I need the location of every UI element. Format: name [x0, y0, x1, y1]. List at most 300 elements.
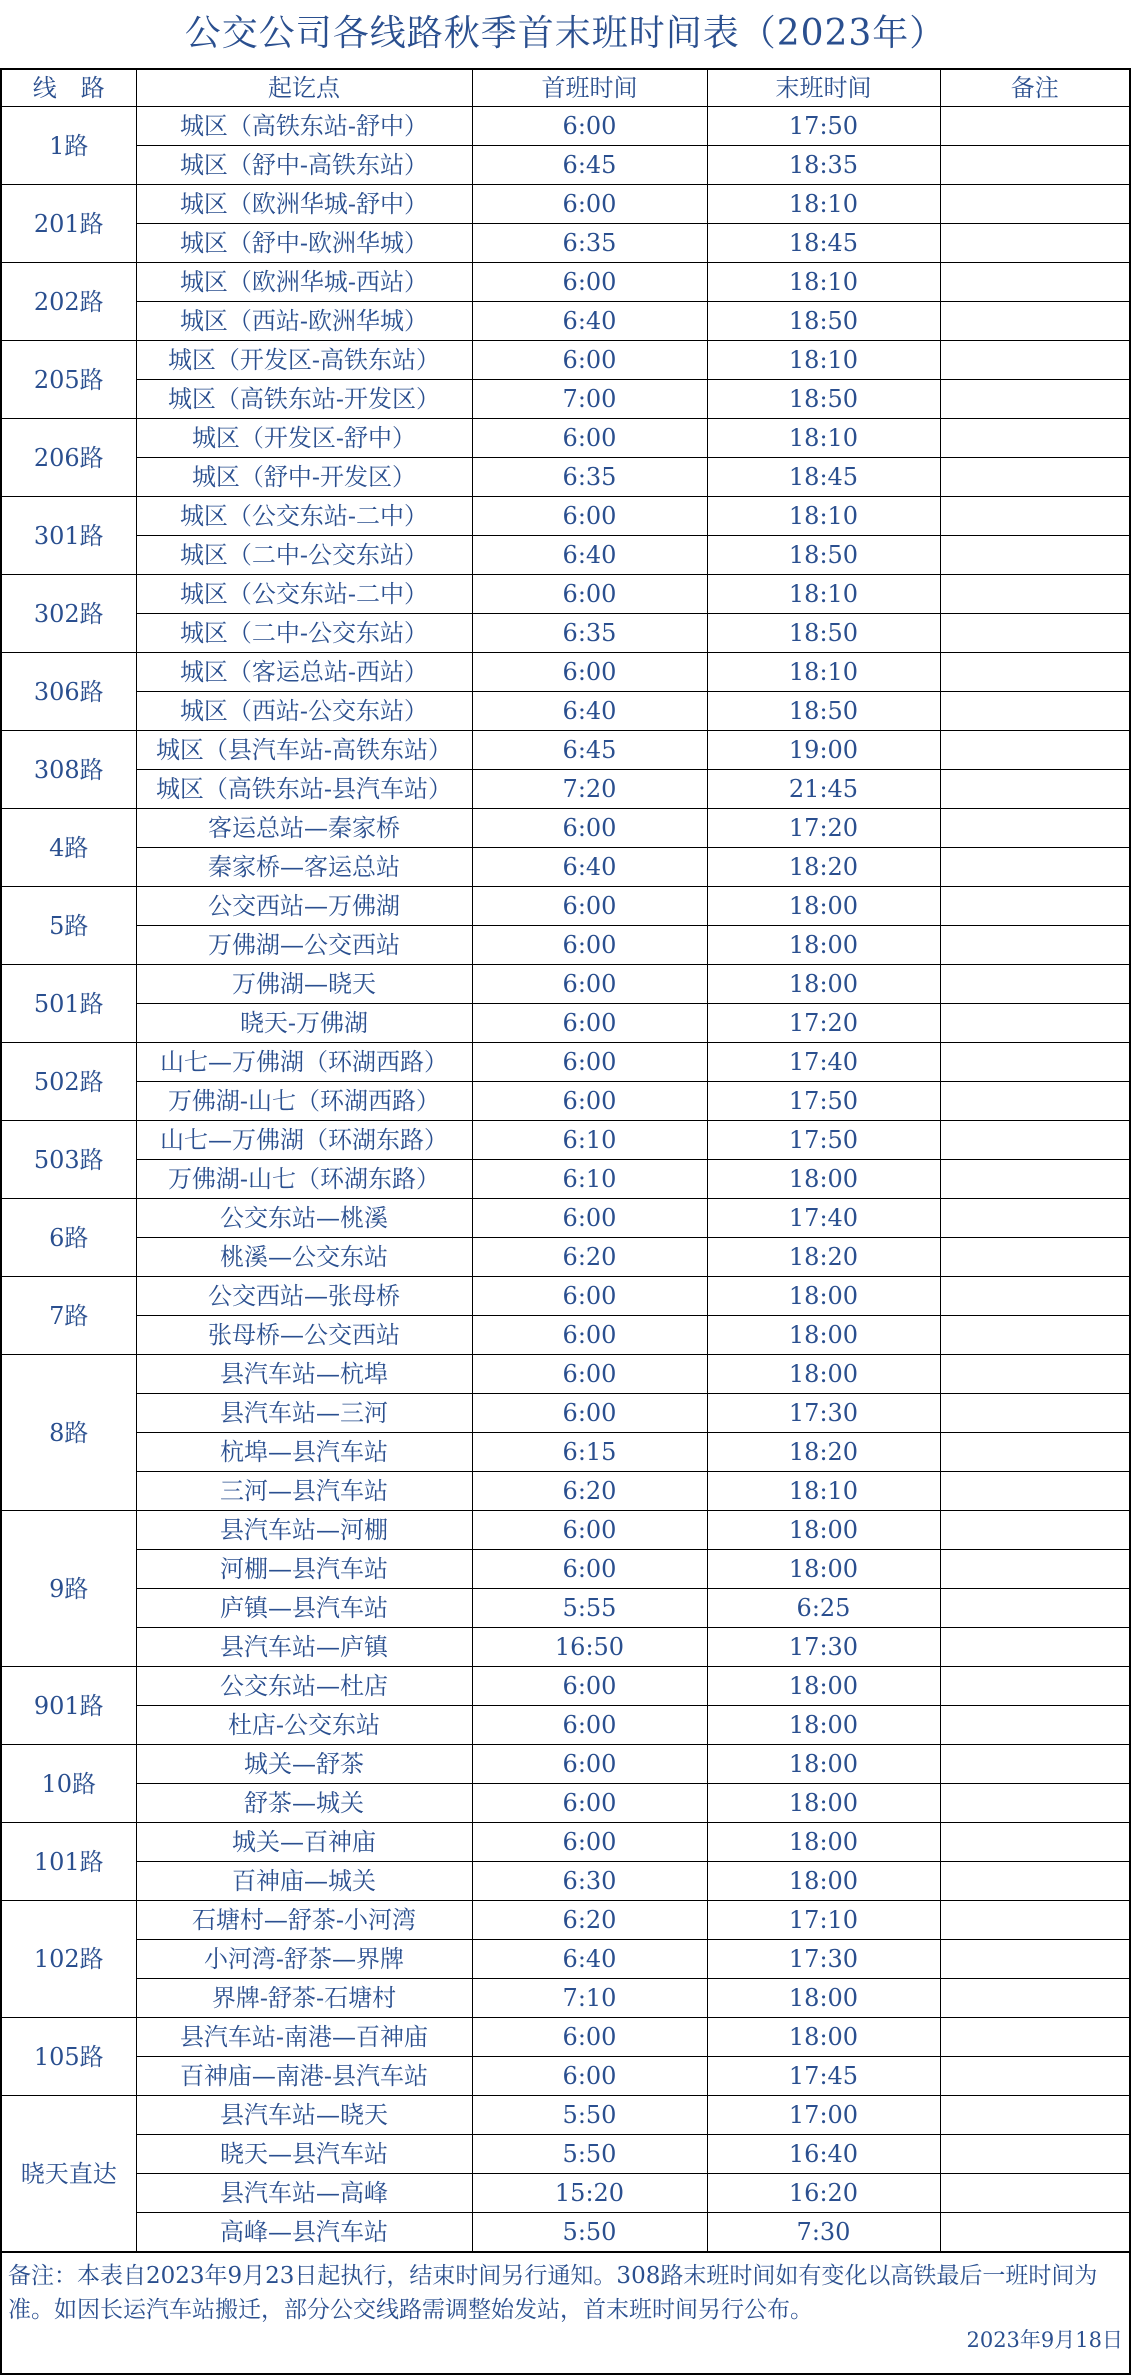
remark-cell [940, 1706, 1129, 1745]
last-departure: 18:10 [707, 341, 940, 380]
remark-cell [940, 185, 1129, 224]
last-departure: 17:20 [707, 1004, 940, 1043]
remark-cell [940, 770, 1129, 809]
route-stops: 城区（开发区-高铁东站） [136, 341, 472, 380]
first-departure: 6:35 [472, 614, 707, 653]
table-row [2, 1160, 1129, 1199]
route-line: 206路 [2, 419, 136, 497]
last-departure: 17:20 [707, 809, 940, 848]
remark-cell [940, 1628, 1129, 1667]
timetable-body [2, 70, 1129, 2252]
remark-cell [940, 1589, 1129, 1628]
first-departure: 6:35 [472, 458, 707, 497]
last-departure: 17:40 [707, 1043, 940, 1082]
first-departure: 6:40 [472, 692, 707, 731]
route-stops: 城区（舒中-高铁东站） [136, 146, 472, 185]
route-stops: 小河湾-舒茶—界牌 [136, 1940, 472, 1979]
table-row [2, 575, 1129, 614]
table-row [2, 2135, 1129, 2174]
last-departure: 16:20 [707, 2174, 940, 2213]
first-departure: 6:10 [472, 1121, 707, 1160]
table-row [2, 926, 1129, 965]
last-departure: 18:50 [707, 692, 940, 731]
remark-cell [940, 146, 1129, 185]
route-line: 301路 [2, 497, 136, 575]
table-row [2, 1316, 1129, 1355]
route-stops: 石塘村—舒茶-小河湾 [136, 1901, 472, 1940]
remark-cell [940, 614, 1129, 653]
table-row [2, 263, 1129, 302]
timetable [2, 70, 1129, 2252]
table-row [2, 2213, 1129, 2252]
table-row [2, 770, 1129, 809]
table-row [2, 1121, 1129, 1160]
first-departure: 6:00 [472, 1745, 707, 1784]
route-line: 502路 [2, 1043, 136, 1121]
first-departure: 6:00 [472, 965, 707, 1004]
route-line: 501路 [2, 965, 136, 1043]
route-stops: 晓天-万佛湖 [136, 1004, 472, 1043]
route-line: 202路 [2, 263, 136, 341]
table-row [2, 302, 1129, 341]
first-departure: 6:00 [472, 887, 707, 926]
route-stops: 城区（高铁东站-舒中） [136, 107, 472, 146]
first-departure: 6:00 [472, 1550, 707, 1589]
last-departure: 18:50 [707, 614, 940, 653]
first-departure: 6:00 [472, 419, 707, 458]
remark-cell [940, 809, 1129, 848]
remark-cell [940, 419, 1129, 458]
last-departure: 18:10 [707, 653, 940, 692]
route-stops: 三河—县汽车站 [136, 1472, 472, 1511]
remark-cell [940, 887, 1129, 926]
route-stops: 客运总站—秦家桥 [136, 809, 472, 848]
table-row [2, 692, 1129, 731]
first-departure: 7:10 [472, 1979, 707, 2018]
remark-cell [940, 1199, 1129, 1238]
route-stops: 万佛湖-山七（环湖东路） [136, 1160, 472, 1199]
last-departure: 17:00 [707, 2096, 940, 2135]
route-stops: 县汽车站—晓天 [136, 2096, 472, 2135]
remark-cell [940, 731, 1129, 770]
first-departure: 5:50 [472, 2213, 707, 2252]
route-stops: 县汽车站—河棚 [136, 1511, 472, 1550]
route-line: 6路 [2, 1199, 136, 1277]
route-stops: 城区（高铁东站-开发区） [136, 380, 472, 419]
remark-cell [940, 302, 1129, 341]
remark-cell [940, 1511, 1129, 1550]
last-departure: 18:00 [707, 926, 940, 965]
last-departure: 16:40 [707, 2135, 940, 2174]
route-line: 205路 [2, 341, 136, 419]
remark-cell [940, 1121, 1129, 1160]
route-stops: 县汽车站—杭埠 [136, 1355, 472, 1394]
remark-cell [940, 1043, 1129, 1082]
route-stops: 万佛湖—公交西站 [136, 926, 472, 965]
table-row [2, 1394, 1129, 1433]
page-title: 公交公司各线路秋季首末班时间表（2023年） [184, 13, 947, 54]
last-departure: 7:30 [707, 2213, 940, 2252]
remark-cell [940, 1784, 1129, 1823]
first-departure: 6:20 [472, 1472, 707, 1511]
first-departure: 6:00 [472, 1316, 707, 1355]
table-row [2, 965, 1129, 1004]
last-departure: 18:00 [707, 1550, 940, 1589]
remark-cell [940, 2135, 1129, 2174]
last-departure: 18:45 [707, 224, 940, 263]
remark-cell [940, 1901, 1129, 1940]
first-departure: 6:00 [472, 263, 707, 302]
issue-date: 2023年9月18日 [966, 2328, 1123, 2352]
remark-cell [940, 536, 1129, 575]
table-row [2, 2057, 1129, 2096]
first-departure: 16:50 [472, 1628, 707, 1667]
first-departure: 6:00 [472, 1784, 707, 1823]
last-departure: 18:00 [707, 1277, 940, 1316]
route-stops: 城区（二中-公交东站） [136, 614, 472, 653]
last-departure: 18:00 [707, 1355, 940, 1394]
remark-cell [940, 1862, 1129, 1901]
table-row [2, 1823, 1129, 1862]
route-stops: 杜店-公交东站 [136, 1706, 472, 1745]
route-line: 302路 [2, 575, 136, 653]
table-row [2, 1277, 1129, 1316]
table-row [2, 2018, 1129, 2057]
table-row [2, 848, 1129, 887]
last-departure: 18:50 [707, 380, 940, 419]
first-departure: 6:35 [472, 224, 707, 263]
table-row [2, 1550, 1129, 1589]
remark-cell [940, 1979, 1129, 2018]
first-departure: 6:00 [472, 1511, 707, 1550]
remark-cell [940, 1316, 1129, 1355]
route-stops: 高峰—县汽车站 [136, 2213, 472, 2252]
first-departure: 6:00 [472, 809, 707, 848]
remark-cell [940, 497, 1129, 536]
route-line: 晓天直达 [2, 2096, 136, 2252]
last-departure: 17:10 [707, 1901, 940, 1940]
table-row [2, 1004, 1129, 1043]
first-departure: 6:20 [472, 1901, 707, 1940]
table-row [2, 614, 1129, 653]
first-departure: 7:00 [472, 380, 707, 419]
remark-cell [940, 653, 1129, 692]
last-departure: 17:40 [707, 1199, 940, 1238]
first-departure: 6:45 [472, 146, 707, 185]
first-departure: 6:40 [472, 536, 707, 575]
route-stops: 公交西站—张母桥 [136, 1277, 472, 1316]
remark-cell [940, 107, 1129, 146]
table-row [2, 1628, 1129, 1667]
route-stops: 县汽车站—三河 [136, 1394, 472, 1433]
last-departure: 18:10 [707, 575, 940, 614]
route-stops: 县汽车站—高峰 [136, 2174, 472, 2213]
table-row [2, 146, 1129, 185]
table-row [2, 1979, 1129, 2018]
route-line: 5路 [2, 887, 136, 965]
remark-cell [940, 848, 1129, 887]
route-line: 4路 [2, 809, 136, 887]
route-stops: 城区（公交东站-二中） [136, 497, 472, 536]
last-departure: 18:00 [707, 1511, 940, 1550]
table-row [2, 185, 1129, 224]
route-stops: 晓天—县汽车站 [136, 2135, 472, 2174]
table-row [2, 653, 1129, 692]
route-line: 9路 [2, 1511, 136, 1667]
remark-cell [940, 1667, 1129, 1706]
first-departure: 6:00 [472, 1043, 707, 1082]
first-departure: 6:00 [472, 2057, 707, 2096]
first-departure: 6:40 [472, 302, 707, 341]
table-row [2, 1667, 1129, 1706]
last-departure: 18:35 [707, 146, 940, 185]
table-row [2, 1784, 1129, 1823]
route-stops: 河棚—县汽车站 [136, 1550, 472, 1589]
route-stops: 县汽车站—庐镇 [136, 1628, 472, 1667]
table-row [2, 419, 1129, 458]
last-departure: 18:00 [707, 1706, 940, 1745]
table-row [2, 458, 1129, 497]
last-departure: 21:45 [707, 770, 940, 809]
last-departure: 18:00 [707, 1160, 940, 1199]
first-departure: 15:20 [472, 2174, 707, 2213]
table-row [2, 1589, 1129, 1628]
route-line: 10路 [2, 1745, 136, 1823]
header-line: 线 路 [2, 70, 136, 107]
remark-cell [940, 380, 1129, 419]
remark-cell [940, 1472, 1129, 1511]
remark-cell [940, 2213, 1129, 2252]
table-row [2, 1511, 1129, 1550]
route-line: 503路 [2, 1121, 136, 1199]
route-stops: 城区（客运总站-西站） [136, 653, 472, 692]
remark-cell [940, 263, 1129, 302]
route-stops: 县汽车站-南港—百神庙 [136, 2018, 472, 2057]
route-stops: 界牌-舒茶-石塘村 [136, 1979, 472, 2018]
remark-cell [940, 1745, 1129, 1784]
route-line: 105路 [2, 2018, 136, 2096]
route-stops: 城区（舒中-欧洲华城） [136, 224, 472, 263]
first-departure: 5:55 [472, 1589, 707, 1628]
first-departure: 6:20 [472, 1238, 707, 1277]
last-departure: 18:50 [707, 302, 940, 341]
first-departure: 6:00 [472, 1706, 707, 1745]
remark-cell [940, 341, 1129, 380]
route-line: 7路 [2, 1277, 136, 1355]
table-row [2, 1082, 1129, 1121]
table-row [2, 1862, 1129, 1901]
remark-cell [940, 2174, 1129, 2213]
last-departure: 18:10 [707, 263, 940, 302]
remark-cell [940, 1238, 1129, 1277]
route-stops: 城区（开发区-舒中） [136, 419, 472, 458]
route-stops: 城区（西站-欧洲华城） [136, 302, 472, 341]
route-stops: 公交东站—桃溪 [136, 1199, 472, 1238]
remark-cell [940, 1550, 1129, 1589]
table-row [2, 1901, 1129, 1940]
table-row [2, 1433, 1129, 1472]
route-stops: 秦家桥—客运总站 [136, 848, 472, 887]
remark-cell [940, 575, 1129, 614]
route-line: 102路 [2, 1901, 136, 2018]
route-stops: 万佛湖—晓天 [136, 965, 472, 1004]
table-row [2, 536, 1129, 575]
route-line: 1路 [2, 107, 136, 185]
table-row [2, 1199, 1129, 1238]
last-departure: 18:00 [707, 1784, 940, 1823]
header-stops: 起讫点 [136, 70, 472, 107]
header-row [2, 70, 1129, 107]
first-departure: 6:30 [472, 1862, 707, 1901]
table-row [2, 341, 1129, 380]
route-stops: 城区（县汽车站-高铁东站） [136, 731, 472, 770]
last-departure: 18:00 [707, 1667, 940, 1706]
route-stops: 山七—万佛湖（环湖东路） [136, 1121, 472, 1160]
route-line: 201路 [2, 185, 136, 263]
remark-cell [940, 1277, 1129, 1316]
table-row [2, 1745, 1129, 1784]
route-stops: 山七—万佛湖（环湖西路） [136, 1043, 472, 1082]
route-stops: 公交西站—万佛湖 [136, 887, 472, 926]
first-departure: 6:00 [472, 107, 707, 146]
last-departure: 17:50 [707, 107, 940, 146]
route-stops: 桃溪—公交东站 [136, 1238, 472, 1277]
remark-cell [940, 1355, 1129, 1394]
header-remark: 备注 [940, 70, 1129, 107]
route-line: 306路 [2, 653, 136, 731]
route-stops: 城区（西站-公交东站） [136, 692, 472, 731]
table-row [2, 1043, 1129, 1082]
route-stops: 城区（舒中-开发区） [136, 458, 472, 497]
first-departure: 6:00 [472, 2018, 707, 2057]
first-departure: 6:40 [472, 848, 707, 887]
route-stops: 张母桥—公交西站 [136, 1316, 472, 1355]
remark-cell [940, 1160, 1129, 1199]
last-departure: 19:00 [707, 731, 940, 770]
first-departure: 6:45 [472, 731, 707, 770]
table-row [2, 380, 1129, 419]
route-line: 8路 [2, 1355, 136, 1511]
route-stops: 城关—舒茶 [136, 1745, 472, 1784]
first-departure: 6:15 [472, 1433, 707, 1472]
last-departure: 17:30 [707, 1394, 940, 1433]
first-departure: 6:00 [472, 575, 707, 614]
route-stops: 庐镇—县汽车站 [136, 1589, 472, 1628]
remark-cell [940, 1823, 1129, 1862]
first-departure: 6:00 [472, 1394, 707, 1433]
table-row [2, 107, 1129, 146]
last-departure: 18:10 [707, 1472, 940, 1511]
first-departure: 6:00 [472, 185, 707, 224]
route-stops: 公交东站—杜店 [136, 1667, 472, 1706]
route-stops: 百神庙—城关 [136, 1862, 472, 1901]
table-row [2, 2174, 1129, 2213]
footnote [2, 2252, 1129, 2358]
route-stops: 城区（公交东站-二中） [136, 575, 472, 614]
last-departure: 18:00 [707, 887, 940, 926]
table-row [2, 224, 1129, 263]
first-departure: 6:00 [472, 341, 707, 380]
last-departure: 18:20 [707, 1433, 940, 1472]
remark-cell [940, 926, 1129, 965]
last-departure: 18:10 [707, 497, 940, 536]
route-stops: 城关—百神庙 [136, 1823, 472, 1862]
last-departure: 18:00 [707, 1745, 940, 1784]
route-stops: 城区（欧洲华城-舒中） [136, 185, 472, 224]
last-departure: 18:00 [707, 1862, 940, 1901]
last-departure: 17:30 [707, 1628, 940, 1667]
last-departure: 17:30 [707, 1940, 940, 1979]
first-departure: 6:00 [472, 1355, 707, 1394]
route-stops: 百神庙—南港-县汽车站 [136, 2057, 472, 2096]
route-stops: 城区（高铁东站-县汽车站） [136, 770, 472, 809]
first-departure: 6:00 [472, 653, 707, 692]
timetable-sheet [0, 68, 1131, 2375]
remark-cell [940, 1940, 1129, 1979]
route-stops: 万佛湖-山七（环湖西路） [136, 1082, 472, 1121]
last-departure: 17:50 [707, 1121, 940, 1160]
first-departure: 6:00 [472, 1082, 707, 1121]
last-departure: 17:45 [707, 2057, 940, 2096]
first-departure: 5:50 [472, 2096, 707, 2135]
route-stops: 舒茶—城关 [136, 1784, 472, 1823]
footnote-text: 备注：本表自2023年9月23日起执行，结束时间另行通知。308路末班时间如有变化以高铁最后一班时间为准。如因长运汽车站搬迁，部分公交线路需调整始发站，首末班时间另行公布。 [8, 2263, 1098, 2323]
last-departure: 18:10 [707, 419, 940, 458]
first-departure: 6:00 [472, 1004, 707, 1043]
last-departure: 18:00 [707, 965, 940, 1004]
remark-cell [940, 2096, 1129, 2135]
first-departure: 6:00 [472, 497, 707, 536]
last-departure: 18:45 [707, 458, 940, 497]
last-departure: 18:10 [707, 185, 940, 224]
table-row [2, 1238, 1129, 1277]
table-row [2, 1706, 1129, 1745]
first-departure: 6:10 [472, 1160, 707, 1199]
last-departure: 17:50 [707, 1082, 940, 1121]
route-line: 101路 [2, 1823, 136, 1901]
first-departure: 7:20 [472, 770, 707, 809]
first-departure: 6:40 [472, 1940, 707, 1979]
table-row [2, 731, 1129, 770]
route-stops: 杭埠—县汽车站 [136, 1433, 472, 1472]
last-departure: 6:25 [707, 1589, 940, 1628]
first-departure: 6:00 [472, 1277, 707, 1316]
remark-cell [940, 2057, 1129, 2096]
last-departure: 18:20 [707, 1238, 940, 1277]
table-row [2, 1355, 1129, 1394]
table-row [2, 1472, 1129, 1511]
table-row [2, 809, 1129, 848]
remark-cell [940, 692, 1129, 731]
last-departure: 18:00 [707, 2018, 940, 2057]
first-departure: 6:00 [472, 1823, 707, 1862]
last-departure: 18:00 [707, 1823, 940, 1862]
remark-cell [940, 458, 1129, 497]
header-last: 末班时间 [707, 70, 940, 107]
table-row [2, 497, 1129, 536]
route-line: 308路 [2, 731, 136, 809]
table-row [2, 2096, 1129, 2135]
remark-cell [940, 965, 1129, 1004]
last-departure: 18:50 [707, 536, 940, 575]
header-first: 首班时间 [472, 70, 707, 107]
remark-cell [940, 2018, 1129, 2057]
route-stops: 城区（欧洲华城-西站） [136, 263, 472, 302]
remark-cell [940, 1004, 1129, 1043]
last-departure: 18:20 [707, 848, 940, 887]
remark-cell [940, 224, 1129, 263]
remark-cell [940, 1433, 1129, 1472]
